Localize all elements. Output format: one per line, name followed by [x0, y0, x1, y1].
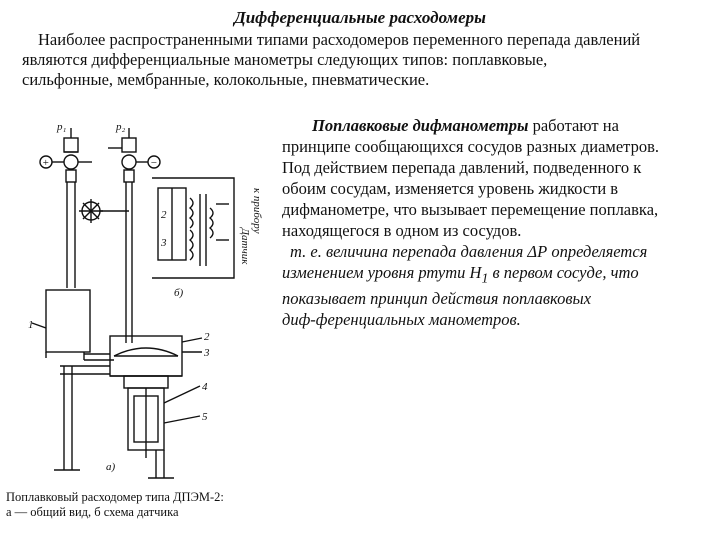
secondary-coil-upper [190, 198, 193, 228]
label-1: 1 [28, 319, 34, 331]
intro-line-1: Наиболее распространенными типами расходомеров переменного перепада давлений [38, 30, 641, 49]
label-a: а) [106, 461, 116, 473]
conclusion-line-4: диф-ференциальных манометров. [282, 310, 521, 330]
label-5: 5 [202, 411, 208, 423]
intro-paragraph [22, 30, 712, 90]
caption-line-1: Поплавковый расходомер типа ДПЭМ-2: [6, 490, 224, 504]
conclusion-line-1: т. е. величина перепада давления ΔР определяется [290, 242, 648, 261]
conclusion-block [282, 241, 712, 330]
secondary-coil-lower [190, 230, 193, 260]
intro-line-3: сильфонные, мембранные, колокольные, пневматические. [22, 70, 430, 89]
description-line-4: дифманометре, что вызывает перемещение поплавка, [282, 200, 659, 219]
label-coil-2: 2 [161, 209, 167, 221]
label-4: 4 [202, 381, 208, 393]
label-p2: p₂ [116, 121, 126, 133]
right-valve-head [122, 138, 136, 152]
description-line-5: находящегося в одном из сосудов. [282, 221, 522, 240]
float-manometer-heading: Поплавковые дифманометры [312, 116, 529, 135]
label-plus: + [42, 157, 50, 169]
float [114, 348, 178, 356]
label-minus: − [150, 157, 158, 169]
label-p1: p₁ [57, 121, 67, 133]
output-coil [210, 208, 213, 238]
right-valve-body [122, 155, 136, 169]
description-line-2: Под действием перепада давлений, подведенного к [282, 158, 642, 177]
float-flowmeter-diagram [24, 118, 286, 490]
left-valve-body [64, 155, 78, 169]
float-manometer-description [282, 115, 712, 330]
label-coil-3: 3 [161, 237, 167, 249]
conclusion-line-2: изменением уровня ртути $Н_1$ в первом сосуде, что [282, 263, 639, 286]
left-valve-head [64, 138, 78, 152]
description-heading-line [282, 115, 712, 136]
figure-caption [6, 490, 286, 520]
side-label-to-device: к прибору [251, 188, 263, 234]
description-line-3: обоим сосудам, изменяется уровень жидкости в [282, 179, 619, 198]
h-subscript: 1 [481, 270, 489, 286]
heading-continuation: работают на [528, 116, 619, 135]
label-3: 3 [204, 347, 210, 359]
description-line-1: принципе сообщающихся сосудов разных диаметров. [282, 137, 659, 156]
side-label-sensor: Датчик [239, 228, 251, 265]
caption-line-2: а — общий вид, б схема датчика [6, 505, 179, 519]
small-vessel [46, 290, 90, 352]
intro-line-2: являются дифференциальные манометры следующих типов: поплавковые, [22, 50, 548, 69]
conclusion-line-3: показывает принцип действия поплавковых [282, 289, 592, 309]
label-b: б) [174, 287, 184, 299]
label-2: 2 [204, 331, 210, 343]
page-title: Дифференциальные расходомеры [234, 8, 486, 27]
